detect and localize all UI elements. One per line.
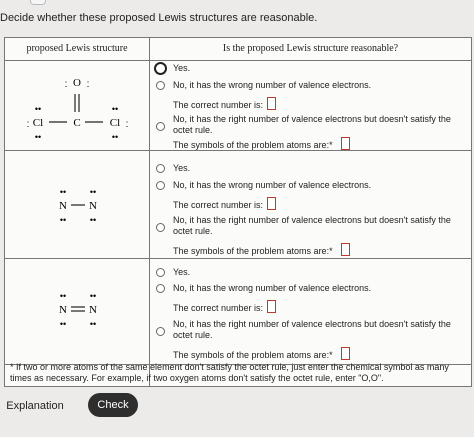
atom-n-right: N [89, 304, 97, 316]
symbols-row-2 [173, 243, 350, 257]
svg-text:••: •• [89, 291, 97, 301]
symbols-row-3 [173, 347, 350, 361]
radio-wrong-valence-3[interactable] [156, 284, 165, 293]
radio-octet-1[interactable] [156, 122, 165, 131]
option-yes-1: Yes. [173, 63, 191, 73]
svg-text:••: •• [89, 187, 97, 197]
correct-number-label-2: The correct number is: [173, 200, 264, 210]
atom-o: O [73, 77, 81, 89]
octet-text-line2: octet rule. [173, 330, 213, 340]
top-strip [0, 0, 474, 6]
symbols-input-1[interactable] [341, 137, 350, 150]
symbols-input-2[interactable] [341, 243, 350, 256]
check-button[interactable]: Check [88, 393, 138, 417]
symbols-label-3: The symbols of the problem atoms are:* [173, 350, 333, 360]
radio-wrong-valence-1[interactable] [156, 81, 165, 90]
atom-cl-left: Cl [32, 117, 44, 129]
radio-octet-2[interactable] [156, 223, 165, 232]
svg-text::: : [26, 119, 30, 130]
chevron-down-icon[interactable] [30, 0, 46, 5]
correct-number-input-3[interactable] [267, 300, 276, 313]
col-header-structure: proposed Lewis structure [26, 43, 128, 54]
symbols-input-3[interactable] [341, 347, 350, 360]
correct-number-row-3 [173, 300, 276, 314]
symbols-label-2: The symbols of the problem atoms are:* [173, 246, 333, 256]
symbols-label-1: The symbols of the problem atoms are:* [173, 140, 333, 150]
correct-number-row-1 [173, 97, 276, 111]
svg-text:••: •• [59, 319, 67, 329]
svg-text:••: •• [59, 187, 67, 197]
structure-2 [5, 151, 149, 258]
option-yes-3: Yes. [173, 267, 191, 277]
correct-number-input-2[interactable] [267, 197, 276, 210]
radio-yes-1[interactable] [154, 62, 167, 75]
column-divider [149, 38, 150, 386]
svg-text:••: •• [59, 215, 67, 225]
structure-1-drawing [5, 60, 149, 150]
structure-1 [5, 60, 149, 150]
lewis-table [4, 37, 472, 387]
option-octet-2 [173, 215, 469, 237]
radio-yes-2[interactable] [156, 164, 165, 173]
correct-number-row-2 [173, 197, 276, 211]
option-wrong-valence-1: No, it has the wrong number of valence electrons. [173, 80, 372, 90]
structure-2-drawing [5, 151, 149, 258]
svg-text:••: •• [111, 132, 119, 142]
table-header [5, 38, 471, 61]
octet-text-line2: octet rule. [173, 125, 213, 135]
svg-text:••: •• [89, 319, 97, 329]
col-header-reasonable: Is the proposed Lewis structure reasonable? [222, 43, 399, 54]
svg-text:••: •• [34, 132, 42, 142]
octet-text-line2: octet rule. [173, 226, 213, 236]
radio-wrong-valence-2[interactable] [156, 181, 165, 190]
radio-yes-3[interactable] [156, 268, 165, 277]
svg-text:••: •• [59, 291, 67, 301]
octet-text-line1: No, it has the right number of valence electrons but doesn't satisfy the [173, 114, 451, 124]
svg-text::: : [64, 79, 68, 90]
svg-text::: : [125, 119, 129, 130]
octet-text-line1: No, it has the right number of valence electrons but doesn't satisfy the [173, 319, 451, 329]
atom-n-left: N [59, 200, 67, 212]
atom-n-left: N [59, 304, 67, 316]
atom-cl-right: Cl [109, 117, 121, 129]
correct-number-label-1: The correct number is: [173, 100, 264, 110]
structure-3-drawing [5, 259, 149, 364]
atom-n-right: N [89, 200, 97, 212]
option-wrong-valence-3: No, it has the wrong number of valence electrons. [173, 283, 372, 293]
question-text: Decide whether these proposed Lewis structures are reasonable. [0, 12, 318, 24]
svg-text:••: •• [111, 104, 119, 114]
svg-text:••: •• [89, 215, 97, 225]
option-yes-2: Yes. [173, 163, 191, 173]
correct-number-label-3: The correct number is: [173, 303, 264, 313]
explanation-button[interactable]: Explanation [0, 393, 70, 418]
option-wrong-valence-2: No, it has the wrong number of valence electrons. [173, 180, 372, 190]
option-octet-3 [173, 319, 469, 341]
option-octet-1 [173, 114, 469, 136]
octet-text-line1: No, it has the right number of valence electrons but doesn't satisfy the [173, 215, 451, 225]
svg-text:••: •• [34, 104, 42, 114]
radio-octet-3[interactable] [156, 327, 165, 336]
atom-c: C [73, 117, 81, 129]
svg-text::: : [86, 79, 90, 90]
correct-number-input-1[interactable] [267, 97, 276, 110]
footnote: * If two or more atoms of the same element don't satisfy the octet rule, just enter the chemical symbol as many times as necessary. For example, if two oxygen atoms don't satisfy the octet rule, enter "O,O". [10, 362, 449, 383]
structure-3 [5, 259, 149, 364]
symbols-row-1 [173, 137, 350, 151]
